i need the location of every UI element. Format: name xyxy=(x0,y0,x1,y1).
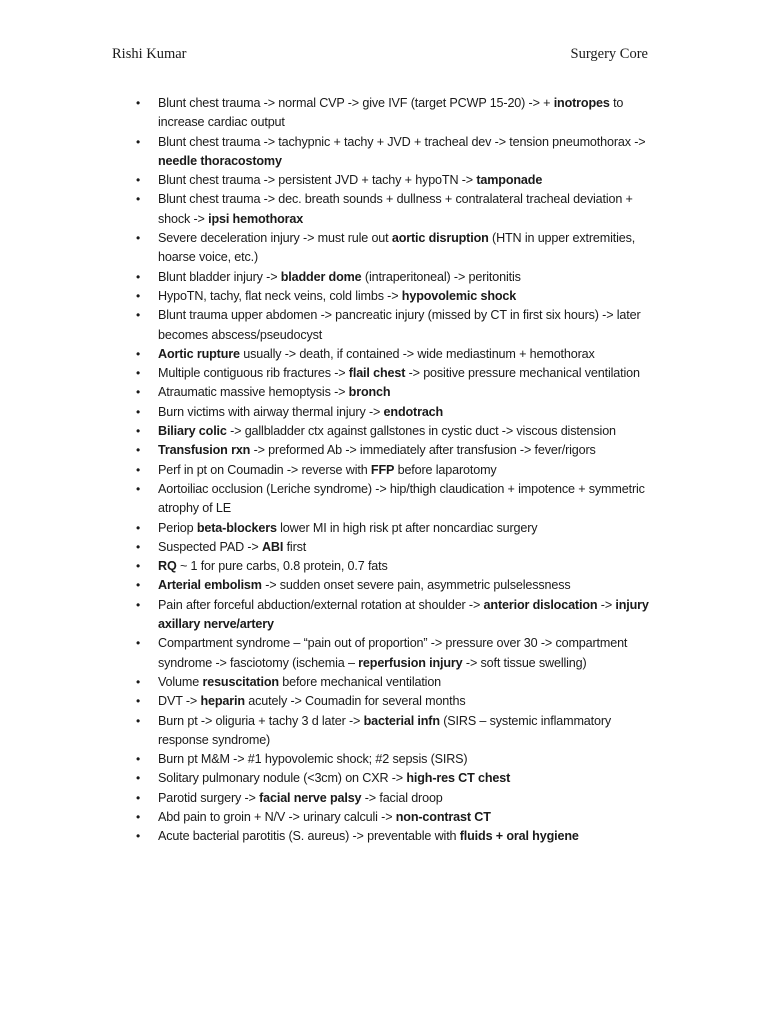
note-item xyxy=(136,403,658,422)
note-text: before laparotomy xyxy=(394,462,497,477)
note-item xyxy=(136,461,658,480)
note-item xyxy=(136,190,658,229)
bullet-icon: • xyxy=(136,674,141,689)
note-text: Blunt chest trauma -> dec. breath sounds + dullness + contralateral tracheal deviation + shock -> xyxy=(158,192,633,226)
note-emphasis: facial nerve palsy xyxy=(259,790,362,805)
note-emphasis: flail chest xyxy=(348,366,406,381)
note-text: Suspected PAD -> xyxy=(158,539,262,554)
note-text: Pain after forceful abduction/external rotation at shoulder -> xyxy=(158,597,484,612)
note-text: Acute bacterial parotitis (S. aureus) -> preventable with xyxy=(158,829,460,844)
bullet-icon: • xyxy=(136,559,141,574)
note-item xyxy=(136,538,658,557)
note-item xyxy=(136,769,658,788)
note-emphasis: Transfusion rxn xyxy=(158,443,251,458)
note-emphasis: inotropes xyxy=(553,96,610,110)
note-emphasis: FFP xyxy=(370,462,395,477)
bullet-icon: • xyxy=(136,269,141,284)
note-text: Blunt chest trauma -> persistent JVD + tachy + hypoTN -> xyxy=(158,173,477,188)
note-emphasis: fluids + oral hygiene xyxy=(459,829,579,844)
note-item xyxy=(136,441,658,460)
note-item xyxy=(136,287,658,306)
note-item xyxy=(136,383,658,402)
note-emphasis: RQ xyxy=(158,559,177,574)
bullet-icon: • xyxy=(136,462,141,477)
course-title: Surgery Core xyxy=(570,46,648,62)
note-item xyxy=(136,827,658,846)
note-emphasis: bronch xyxy=(348,385,391,400)
note-item xyxy=(136,634,658,673)
note-text: lower MI in high risk pt after noncardiac surgery xyxy=(276,520,538,535)
note-text: -> soft tissue swelling) xyxy=(462,655,587,670)
note-item xyxy=(136,229,658,268)
bullet-icon: • xyxy=(136,790,141,805)
note-item xyxy=(136,364,658,383)
note-item xyxy=(136,306,658,345)
bullet-icon: • xyxy=(136,346,141,361)
note-item xyxy=(136,94,658,133)
note-emphasis: needle thoracostomy xyxy=(158,153,282,168)
note-text: Periop xyxy=(158,520,197,535)
note-emphasis: endotrach xyxy=(383,404,444,419)
note-emphasis: ABI xyxy=(261,539,284,554)
bullet-icon: • xyxy=(136,288,141,303)
bullet-icon: • xyxy=(136,173,141,188)
note-text: Blunt chest trauma -> tachypnic + tachy + JVD + tracheal dev -> tension pneumothorax -> xyxy=(158,134,646,149)
note-emphasis: bacterial infn xyxy=(363,713,440,728)
note-emphasis: heparin xyxy=(200,694,245,709)
note-text: Compartment syndrome – “pain out of proportion” -> pressure over 30 -> compartment syndrome -> fasciotomy (ischemia – xyxy=(158,636,628,670)
bullet-icon: • xyxy=(136,809,141,824)
note-item xyxy=(136,480,658,519)
author-name: Rishi Kumar xyxy=(112,46,187,62)
note-text: Perf in pt on Coumadin -> reverse with xyxy=(158,462,371,477)
note-text: Multiple contiguous rib fractures -> xyxy=(158,366,349,381)
note-item xyxy=(136,133,658,172)
note-text: acutely -> Coumadin for several months xyxy=(244,694,466,709)
note-emphasis: injury axillary nerve/artery xyxy=(158,597,649,632)
bullet-icon: • xyxy=(136,829,141,844)
bullet-icon: • xyxy=(136,385,141,400)
note-item xyxy=(136,712,658,751)
note-emphasis: bladder dome xyxy=(280,269,362,284)
note-item xyxy=(136,171,658,190)
note-item xyxy=(136,576,658,595)
bullet-icon: • xyxy=(136,636,141,651)
bullet-icon: • xyxy=(136,366,141,381)
bullet-icon: • xyxy=(136,96,141,110)
bullet-icon: • xyxy=(136,713,141,728)
note-emphasis: resuscitation xyxy=(202,674,279,689)
bullet-icon: • xyxy=(136,424,141,439)
note-item xyxy=(136,268,658,287)
bullet-icon: • xyxy=(136,694,141,709)
note-text: Blunt trauma upper abdomen -> pancreatic injury (missed by CT in first six hours) -> later becomes abscess/pseudocyst xyxy=(158,308,641,342)
note-text: Burn pt -> oliguria + tachy 3 d later -> xyxy=(158,713,364,728)
note-emphasis: non-contrast CT xyxy=(395,809,491,824)
note-item xyxy=(136,519,658,538)
note-text: Solitary pulmonary nodule (<3cm) on CXR -> xyxy=(158,771,407,786)
note-text: Burn pt M&M -> #1 hypovolemic shock; #2 sepsis (SIRS) xyxy=(158,752,468,767)
note-item xyxy=(136,750,658,769)
note-emphasis: high-res CT chest xyxy=(406,771,511,786)
bullet-icon: • xyxy=(136,231,141,246)
bullet-icon: • xyxy=(136,134,141,149)
note-text: to increase cardiac output xyxy=(158,96,624,130)
note-text: Aortoiliac occlusion (Leriche syndrome) -> hip/thigh claudication + impotence + symmetric atrophy of LE xyxy=(158,481,645,516)
bullet-icon: • xyxy=(136,771,141,786)
note-emphasis: Arterial embolism xyxy=(158,578,262,593)
note-item xyxy=(136,596,658,635)
note-text: HypoTN, tachy, flat neck veins, cold limbs -> xyxy=(158,288,402,303)
bullet-icon: • xyxy=(136,520,141,535)
note-text: -> preformed Ab -> immediately after transfusion -> fever/rigors xyxy=(250,443,596,458)
note-text: ~ 1 for pure carbs, 0.8 protein, 0.7 fats xyxy=(176,559,388,574)
note-item xyxy=(136,422,658,441)
note-emphasis: tamponade xyxy=(476,173,543,188)
note-item xyxy=(136,692,658,711)
note-text: first xyxy=(283,539,307,554)
note-item xyxy=(136,673,658,692)
bullet-icon: • xyxy=(136,443,141,458)
note-emphasis: Aortic rupture xyxy=(158,346,240,361)
note-emphasis: reperfusion injury xyxy=(358,655,463,670)
note-text: DVT -> xyxy=(158,694,201,709)
note-text: usually -> death, if contained -> wide mediastinum + hemothorax xyxy=(239,346,595,361)
note-text: -> gallbladder ctx against gallstones in cystic duct -> viscous distension xyxy=(226,424,616,439)
note-item xyxy=(136,789,658,808)
note-text: before mechanical ventilation xyxy=(278,674,442,689)
note-text: (SIRS – systemic inflammatory response syndrome) xyxy=(158,713,612,747)
bullet-icon: • xyxy=(136,752,141,767)
note-text: Volume xyxy=(158,674,203,689)
note-text: Abd pain to groin + N/V -> urinary calculi -> xyxy=(158,809,396,824)
note-text: Blunt bladder injury -> xyxy=(158,269,281,284)
note-text: Severe deceleration injury -> must rule out xyxy=(158,231,392,246)
note-item xyxy=(136,808,658,827)
bullet-icon: • xyxy=(136,481,141,496)
bullet-icon: • xyxy=(136,192,141,207)
note-text: -> positive pressure mechanical ventilation xyxy=(405,366,640,381)
note-text: Atraumatic massive hemoptysis -> xyxy=(158,385,349,400)
note-text: Parotid surgery -> xyxy=(158,790,260,805)
note-emphasis: anterior dislocation xyxy=(483,597,598,612)
bullet-icon: • xyxy=(136,597,141,612)
note-text: Burn victims with airway thermal injury -> xyxy=(158,404,384,419)
bullet-icon: • xyxy=(136,539,141,554)
bullet-icon: • xyxy=(136,578,141,593)
note-text: (intraperitoneal) -> peritonitis xyxy=(361,269,521,284)
note-text: -> facial droop xyxy=(361,790,443,805)
note-text: -> xyxy=(597,597,616,612)
note-emphasis: beta-blockers xyxy=(196,520,277,535)
note-text: Blunt chest trauma -> normal CVP -> give IVF (target PCWP 15-20) -> + xyxy=(158,96,554,110)
page-header xyxy=(112,46,648,68)
note-text: -> sudden onset severe pain, asymmetric pulselessness xyxy=(261,578,571,593)
notes-list xyxy=(136,94,658,847)
note-item xyxy=(136,345,658,364)
note-emphasis: Biliary colic xyxy=(158,424,227,439)
note-text: (HTN in upper extremities, hoarse voice, etc.) xyxy=(158,231,636,265)
bullet-icon: • xyxy=(136,308,141,323)
note-emphasis: ipsi hemothorax xyxy=(208,211,304,226)
bullet-icon: • xyxy=(136,404,141,419)
note-emphasis: aortic disruption xyxy=(391,231,489,246)
note-item xyxy=(136,557,658,576)
note-emphasis: hypovolemic shock xyxy=(401,288,517,303)
